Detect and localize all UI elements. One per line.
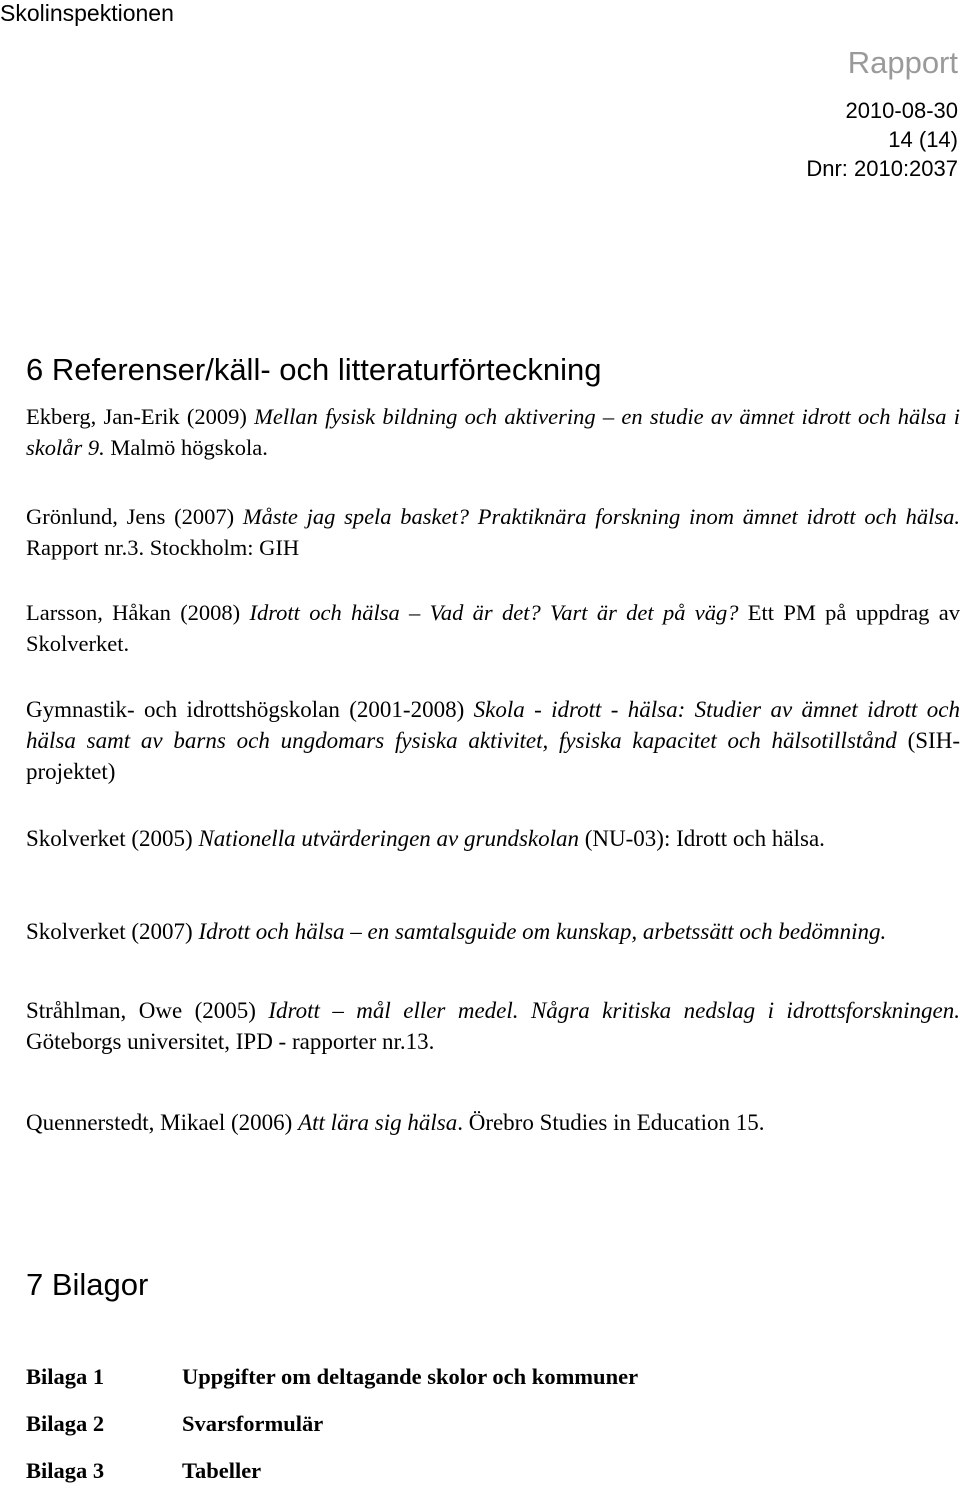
reference-author: Larsson, Håkan (2008): [26, 600, 250, 625]
reference-entry: [26, 995, 960, 1057]
reference-author: Skolverket (2007): [26, 919, 199, 944]
reference-entry: [26, 916, 960, 947]
reference-entry: [26, 694, 960, 787]
reference-author: Gymnastik- och idrottshögskolan (2001-2008): [26, 697, 474, 722]
reference-publisher: (SIH-projektet): [26, 728, 960, 784]
attachment-title: Tabeller: [182, 1458, 262, 1483]
reference-publisher: Rapport nr.3. Stockholm: GIH: [26, 535, 300, 560]
reference-title: Att lära sig hälsa: [298, 1110, 458, 1135]
reference-author: Grönlund, Jens (2007): [26, 504, 243, 529]
reference-title: Skola - idrott - hälsa: Studier av ämnet idrott och hälsa samt av barns och ungdomars fysiska aktivitet, fysiska kapacitet och hälsotillstånd: [26, 697, 960, 753]
reference-entry: [26, 501, 960, 563]
reference-title: Nationella utvärderingen av grundskolan: [198, 826, 579, 851]
reference-entry: [26, 1107, 960, 1138]
reference-publisher: . Örebro Studies in Education 15.: [457, 1110, 765, 1135]
reference-author: Quennerstedt, Mikael (2006): [26, 1110, 299, 1135]
attachment-title: Svarsformulär: [182, 1411, 324, 1436]
reference-publisher: Ett PM på uppdrag av Skolverket.: [26, 600, 960, 656]
reference-title: Idrott och hälsa – Vad är det? Vart är det på väg?: [249, 600, 739, 625]
references-heading: 6 Referenser/käll- och litteraturförteckning: [26, 352, 602, 387]
page-number: 14 (14): [888, 127, 958, 152]
attachment-label: Bilaga 2: [26, 1411, 105, 1436]
organization-name: Skolinspektionen: [0, 0, 174, 26]
document-type: Rapport: [847, 45, 958, 80]
attachment-label: Bilaga 3: [26, 1458, 105, 1483]
reference-title: Mellan fysisk bildning och aktivering – en studie av ämnet idrott och hälsa i skolår 9.: [26, 404, 960, 460]
attachment-label: Bilaga 1: [26, 1364, 105, 1389]
reference-publisher: (NU-03): Idrott och hälsa.: [579, 826, 825, 851]
reference-publisher: Malmö högskola.: [104, 435, 268, 460]
document-date: 2010-08-30: [845, 98, 958, 123]
reference-author: Skolverket (2005): [26, 826, 199, 851]
reference-publisher: Göteborgs universitet, IPD - rapporter nr.13.: [26, 1029, 435, 1054]
attachment-title: Uppgifter om deltagande skolor och kommuner: [182, 1364, 639, 1389]
reference-title: Idrott – mål eller medel. Några kritiska nedslag i idrottsforskningen.: [268, 998, 960, 1023]
reference-title: Idrott och hälsa – en samtalsguide om kunskap, arbetssätt och bedömning.: [198, 919, 887, 944]
reference-entry: [26, 823, 960, 854]
reference-entry: [26, 401, 960, 463]
reference-author: Stråhlman, Owe (2005): [26, 998, 269, 1023]
reference-title: Måste jag spela basket? Praktiknära forskning inom ämnet idrott och hälsa.: [242, 504, 960, 529]
reference-number: Dnr: 2010:2037: [806, 156, 958, 181]
reference-author: Ekberg, Jan-Erik (2009): [26, 404, 255, 429]
reference-entry: [26, 597, 960, 659]
attachments-heading: 7 Bilagor: [26, 1267, 149, 1302]
